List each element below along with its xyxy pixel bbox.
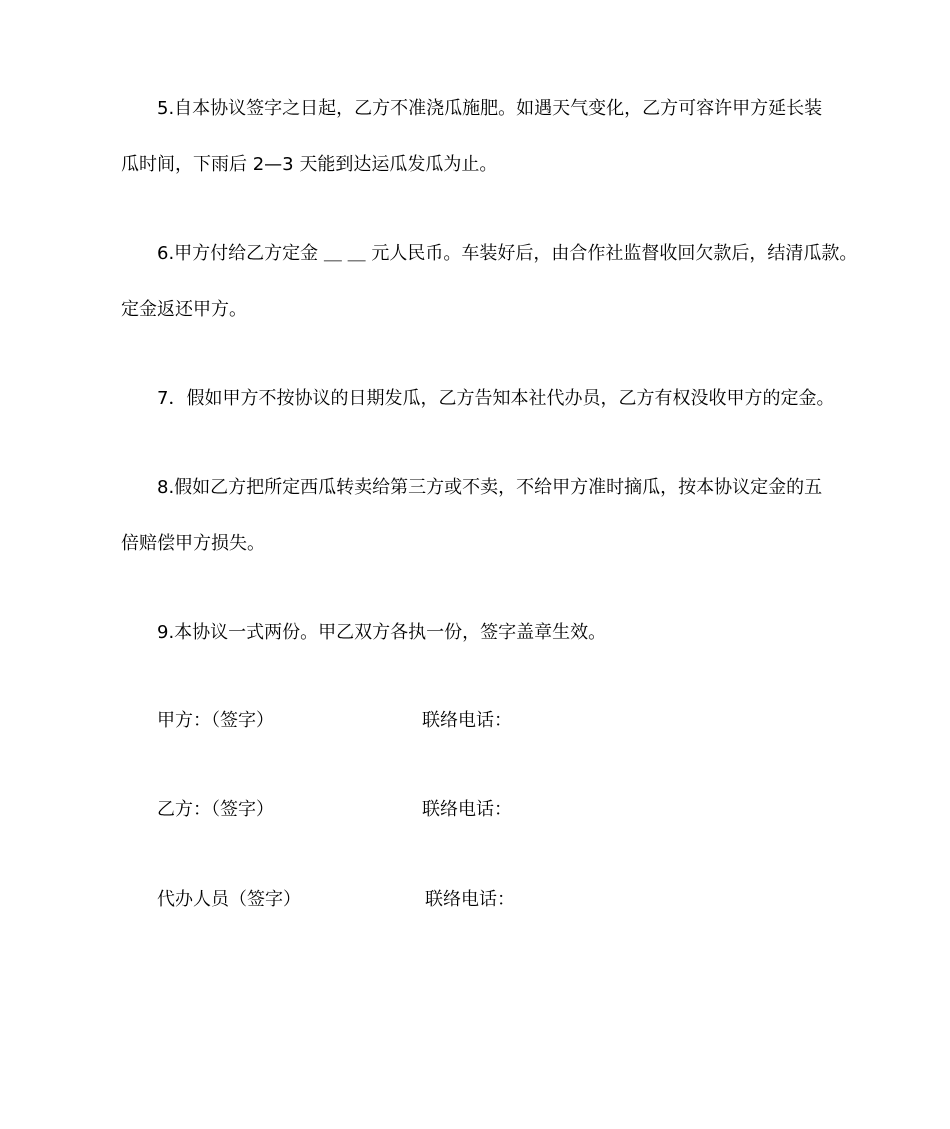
signature-agent: 代办人员（签字）: [157, 889, 301, 910]
clause-6-line-1: 6.甲方付给乙方定金 ＿ ＿ 元人民币。车装好后，由合作社监督收回欠款后，结清瓜款。: [157, 243, 858, 264]
signature-party-a-phone-label: 联络电话：: [422, 710, 512, 731]
clause-5-line-2: 瓜时间，下雨后 2—3 天能到达运瓜发瓜为止。: [121, 154, 498, 175]
signature-agent-phone-label: 联络电话：: [425, 889, 515, 910]
clause-9-line-1: 9.本协议一式两份。甲乙双方各执一份，签字盖章生效。: [157, 622, 607, 643]
signature-party-a: 甲方：（签字）: [157, 710, 274, 731]
clause-7-line-1: 7．假如甲方不按协议的日期发瓜，乙方告知本社代办员，乙方有权没收甲方的定金。: [157, 388, 835, 409]
clause-6-line-2: 定金返还甲方。: [121, 299, 247, 320]
clause-8-line-1: 8.假如乙方把所定西瓜转卖给第三方或不卖，不给甲方准时摘瓜，按本协议定金的五: [157, 477, 823, 498]
signature-party-b-phone-label: 联络电话：: [422, 799, 512, 820]
clause-5-line-1: 5.自本协议签字之日起，乙方不准浇瓜施肥。如遇天气变化，乙方可容许甲方延长装: [157, 98, 823, 119]
signature-party-b: 乙方：（签字）: [157, 799, 274, 820]
clause-8-line-2: 倍赔偿甲方损失。: [121, 533, 265, 554]
